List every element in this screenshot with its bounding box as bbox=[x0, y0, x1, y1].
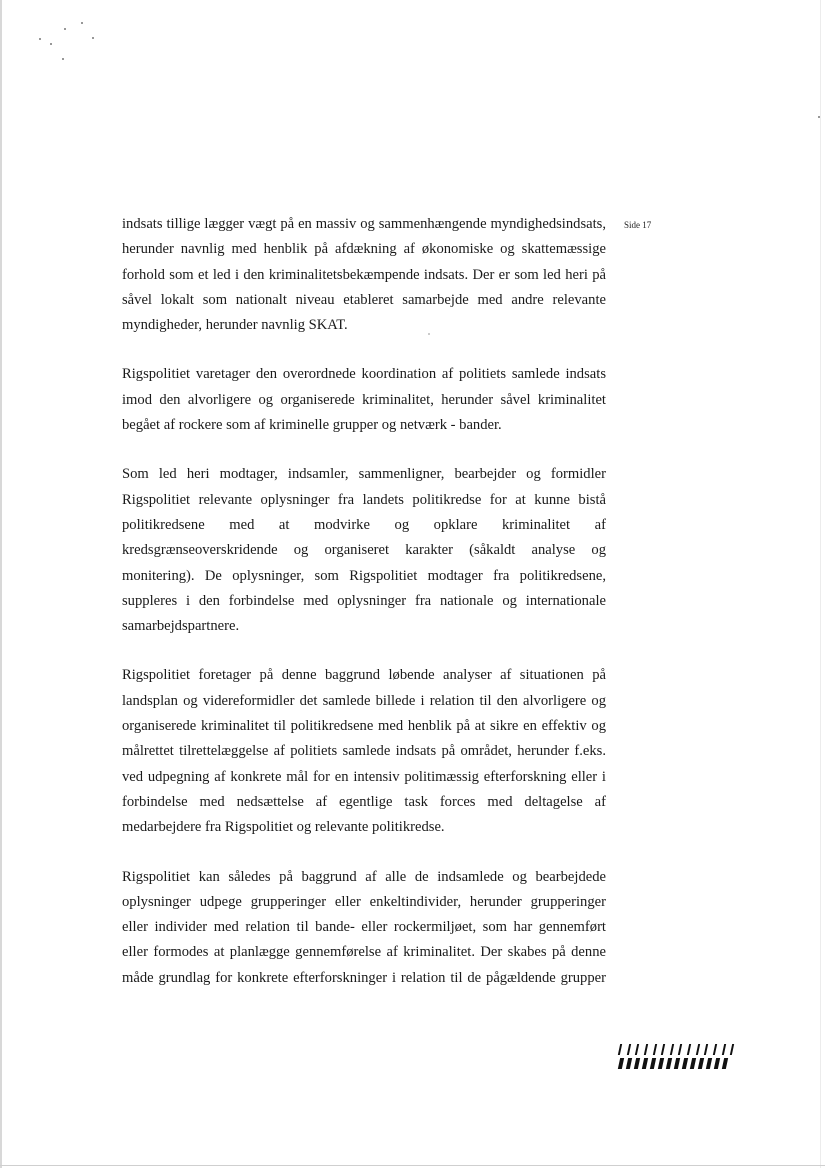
text-line: eller formodes at planlægge gennemførelse af kriminalitet. Der skabes på denne bbox=[122, 944, 606, 961]
text-line: forbindelse med nedsættelse af egentlige task forces med deltagelse af bbox=[122, 793, 606, 810]
barcode-bar bbox=[690, 1058, 696, 1069]
scan-speck bbox=[64, 28, 66, 30]
text-line: Som led heri modtager, indsamler, sammenligner, bearbejder og formidler bbox=[122, 466, 606, 483]
barcode-bar bbox=[626, 1044, 630, 1055]
scan-speck bbox=[818, 116, 820, 118]
barcode-bar bbox=[696, 1044, 700, 1055]
scan-edge-bottom bbox=[0, 1165, 825, 1166]
text-line: såvel lokalt som nationalt niveau etableret samarbejde med andre relevante bbox=[122, 291, 606, 308]
barcode-bar bbox=[682, 1058, 688, 1069]
paragraph bbox=[122, 212, 606, 338]
text-line: kredsgrænseoverskridende og organiseret karakter (såkaldt analyse og bbox=[122, 542, 606, 559]
text-line: indsats tillige lægger vægt på en massiv og sammenhængende myndighedsindsats, bbox=[122, 216, 606, 232]
barcode-bar bbox=[687, 1044, 691, 1055]
paragraph bbox=[122, 462, 606, 639]
text-line: oplysninger udpege grupperinger eller enkeltindivider, herunder grupperinger bbox=[122, 893, 606, 910]
document-body bbox=[122, 212, 606, 1015]
barcode-bar bbox=[634, 1058, 640, 1069]
barcode-bar bbox=[618, 1044, 622, 1055]
barcode-bar bbox=[704, 1044, 708, 1055]
text-line: eller individer med relation til bande- eller rockermiljøet, som har gennemført bbox=[122, 919, 606, 936]
text-line: Rigspolitiet kan således på baggrund af alle de indsamlede og bearbejdede bbox=[122, 868, 606, 885]
barcode-bar bbox=[635, 1044, 639, 1055]
text-line: medarbejdere fra Rigspolitiet og relevante politikredse. bbox=[122, 819, 445, 836]
barcode-bar bbox=[722, 1058, 728, 1069]
barcode-bar bbox=[722, 1044, 726, 1055]
scan-edge-right bbox=[820, 0, 821, 1168]
paragraph bbox=[122, 663, 606, 840]
barcode-bar bbox=[706, 1058, 712, 1069]
text-line: Rigspolitiet varetager den overordnede koordination af politiets samlede indsats bbox=[122, 366, 606, 383]
text-line: herunder navnlig med henblik på afdækning af økonomiske og skattemæssige bbox=[122, 241, 606, 258]
barcode-bold-row bbox=[619, 1058, 737, 1069]
text-line: organiserede kriminalitet til politikredsene med henblik på at sikre en effektiv og bbox=[122, 718, 606, 735]
barcode-bar bbox=[678, 1044, 682, 1055]
text-line: monitering). De oplysninger, som Rigspolitiet modtager fra politikredsene, bbox=[122, 567, 606, 584]
barcode-bar bbox=[644, 1044, 648, 1055]
barcode-bar bbox=[714, 1058, 720, 1069]
barcode-bar bbox=[674, 1058, 680, 1069]
barcode-bar bbox=[670, 1044, 674, 1055]
barcode-bar bbox=[661, 1044, 665, 1055]
barcode-bar bbox=[642, 1058, 648, 1069]
barcode-bar bbox=[626, 1058, 632, 1069]
text-line: landsplan og videreformidler det samlede billede i relation til den alvorligere og bbox=[122, 692, 606, 709]
text-line: begået af rockere som af kriminelle grupper og netværk - bander. bbox=[122, 417, 502, 434]
paragraph bbox=[122, 362, 606, 438]
barcode-bar bbox=[650, 1058, 656, 1069]
barcode-bar bbox=[652, 1044, 656, 1055]
text-line: Rigspolitiet relevante oplysninger fra landets politikredse for at kunne bistå bbox=[122, 491, 606, 508]
barcode-bar bbox=[618, 1058, 624, 1069]
barcode-bar bbox=[698, 1058, 704, 1069]
text-line: samarbejdspartnere. bbox=[122, 618, 240, 635]
barcode-bar bbox=[730, 1044, 734, 1055]
scan-speck bbox=[62, 58, 64, 60]
text-line: myndigheder, herunder navnlig SKAT. bbox=[122, 317, 348, 334]
text-line: Rigspolitiet foretager på denne baggrund løbende analyser af situationen på bbox=[122, 667, 606, 684]
scan-speck bbox=[81, 22, 83, 24]
text-line: måde grundlag for konkrete efterforskninger i relation til de pågældende grupper bbox=[122, 969, 606, 986]
text-line: ved udpegning af konkrete mål for en intensiv politimæssig efterforskning eller i bbox=[122, 768, 606, 785]
barcode bbox=[619, 1044, 737, 1070]
barcode-bar bbox=[658, 1058, 664, 1069]
barcode-thin-row bbox=[619, 1044, 737, 1055]
barcode-bar bbox=[713, 1044, 717, 1055]
page-number: Side 17 bbox=[624, 220, 652, 230]
text-line: målrettet tilrettelæggelse af politiets samlede indsats på området, herunder f.eks. bbox=[122, 743, 606, 760]
scan-edge-left bbox=[0, 0, 2, 1168]
scan-speck bbox=[92, 37, 94, 39]
text-line: politikredsene med at modvirke og opklare kriminalitet af bbox=[122, 516, 606, 533]
scan-speck bbox=[50, 43, 52, 45]
text-line: suppleres i den forbindelse med oplysninger fra nationale og internationale bbox=[122, 592, 606, 609]
scan-speck bbox=[39, 38, 41, 40]
barcode-bar bbox=[666, 1058, 672, 1069]
text-line: imod den alvorligere og organiserede kriminalitet, herunder såvel kriminalitet bbox=[122, 391, 606, 408]
text-line: forhold som et led i den kriminalitetsbekæmpende indsats. Der er som led heri på bbox=[122, 266, 606, 283]
paragraph bbox=[122, 865, 606, 991]
